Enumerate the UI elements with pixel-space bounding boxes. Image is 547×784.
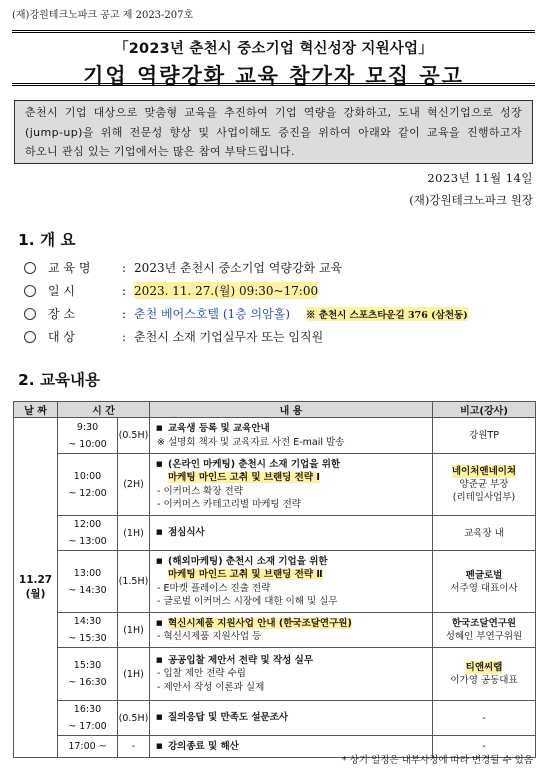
session-duration: (0.5H): [118, 418, 150, 454]
session-content: [150, 613, 433, 648]
signature: (재)강원테크노파크 원장: [409, 193, 533, 207]
table-row: [14, 648, 536, 701]
session-content: [150, 648, 433, 701]
overview-label: 일 시: [48, 284, 75, 298]
session-detail: - E마켓 플레이스 진출 전략: [157, 582, 271, 594]
overview-list: [24, 256, 468, 348]
square-bullet-icon: ■: [156, 618, 163, 627]
square-bullet-icon: ■: [156, 424, 163, 432]
session-instructor: [433, 516, 536, 551]
overview-value: 춘천 베어스호텔 (1층 의암홀): [134, 307, 291, 321]
session-duration: (1H): [118, 648, 150, 701]
square-bullet-icon: ■: [156, 556, 163, 565]
table-row: [14, 516, 536, 551]
table-header-row: [14, 402, 536, 418]
page-title: 기업 역량강화 교육 참가자 모집 공고: [83, 64, 464, 88]
session-subtitle: 마케팅 마인드 고취 및 브랜딩 전략 Ⅱ: [168, 569, 323, 580]
circle-bullet-icon: [24, 262, 36, 274]
footnote: * 상기 일정은 내부사정에 따라 변경될 수 있음: [341, 755, 533, 766]
session-time: 9:30 ~ 10:00: [58, 418, 118, 454]
overview-item-place: 장 소 : 춘천 베어스호텔 (1층 의암홀) ※ 춘천시 스포츠타운길 376 (삼천동): [24, 302, 468, 325]
session-title: 혁신시제품 지원사업 안내 (한국조달연구원): [168, 617, 352, 629]
session-detail: - 혁신시제품 지원사업 등: [157, 631, 262, 642]
session-detail: ※ 설명회 책자 및 교육자료 사전 E-mail 발송: [157, 436, 345, 448]
session-duration: (0.5H): [118, 701, 150, 736]
table-row: [14, 454, 536, 516]
header-note: 비고(강사): [433, 402, 536, 418]
session-duration: (2H): [118, 454, 150, 516]
overview-label: 대 상: [48, 330, 75, 344]
session-title: (온라인 마케팅) 춘천시 소재 기업을 위한: [168, 458, 341, 470]
section-overview-title: 1. 개 요: [18, 231, 76, 249]
header-time: 시 간: [58, 402, 150, 418]
session-detail: - 제안서 작성 이론과 실제: [157, 681, 265, 693]
session-title: 점심식사: [168, 527, 205, 539]
instructor-org: -: [482, 741, 486, 752]
instructor-org: 강원TP: [469, 430, 499, 441]
announcement-date: 2023년 11월 14일: [427, 171, 533, 185]
session-time: 14:30 ~ 15:30: [58, 613, 118, 648]
session-subtitle: 마케팅 마인드 고취 및 브랜딩 전략 Ⅰ: [168, 472, 320, 483]
session-title: 질의응답 및 만족도 설문조사: [168, 712, 289, 724]
overview-value: 2023. 11. 27.(월) 09:30~17:00: [134, 284, 319, 298]
address-note: ※ 춘천시 스포츠타운길 376 (삼천동): [306, 307, 468, 321]
session-content: [150, 701, 433, 736]
overview-item-target: 대 상 : 춘천시 소재 기업실무자 또는 임직원: [24, 325, 468, 348]
section-schedule-title: 2. 교육내용: [18, 371, 100, 389]
schedule-table: [13, 401, 536, 758]
session-instructor: [433, 701, 536, 736]
session-time: 13:00 ~ 14:30: [58, 551, 118, 613]
session-time: 12:00 ~ 13:00: [58, 516, 118, 551]
square-bullet-icon: ■: [156, 655, 163, 664]
overview-value: 2023년 춘천시 중소기업 역량강화 교육: [134, 261, 343, 275]
square-bullet-icon: ■: [156, 741, 163, 750]
overview-label: 장 소: [48, 307, 75, 321]
session-detail: - 이커머스 카테고리별 마케팅 전략: [157, 499, 301, 510]
instructor-org: 교육장 내: [464, 527, 504, 539]
square-bullet-icon: ■: [156, 713, 163, 722]
document-number: (재)강원테크노파크 공고 제 2023-207호: [12, 10, 194, 21]
square-bullet-icon: ■: [156, 459, 163, 468]
overview-value: 춘천시 소재 기업실무자 또는 임직원: [134, 330, 324, 344]
session-title: 교육생 등록 및 교육안내: [168, 423, 270, 434]
header-date: 날 짜: [14, 402, 58, 418]
instructor-name: 이가영 공동대표: [450, 675, 518, 686]
session-duration: -: [118, 736, 150, 758]
session-instructor: [433, 418, 536, 454]
session-instructor: [433, 648, 536, 701]
session-content: [150, 516, 433, 551]
session-title: 공공입찰 제안서 전략 및 작성 실무: [168, 654, 314, 666]
session-detail: - 이커머스 확장 전략: [157, 485, 243, 497]
title-line1: 「2023년 춘천시 중소기업 혁신성장 지원사업」: [114, 41, 433, 57]
instructor-name: 양준균 부장 (리테일사업부): [452, 479, 516, 503]
overview-label: 교 육 명: [48, 261, 91, 275]
session-content: [150, 418, 433, 454]
session-date: 11.27 (월): [14, 418, 58, 758]
session-instructor: [433, 551, 536, 613]
session-title: 강의종료 및 해산: [168, 740, 239, 752]
circle-bullet-icon: [24, 331, 36, 343]
instructor-org: 네이처앤네이쳐: [451, 466, 517, 477]
session-content: [150, 454, 433, 516]
session-time: 10:00 ~ 12:00: [58, 454, 118, 516]
instructor-org: 펜글로벌: [465, 569, 503, 581]
instructor-org: -: [482, 712, 486, 724]
table-row: [14, 551, 536, 613]
instructor-org: 티앤씨랩: [465, 662, 503, 673]
table-row: [14, 701, 536, 736]
instructor-name: 성혜인 부연구위원: [445, 631, 523, 642]
session-duration: (1.5H): [118, 551, 150, 613]
overview-item-course: 교 육 명 : 2023년 춘천시 중소기업 역량강화 교육: [24, 256, 468, 279]
session-detail: - 글로벌 이커머스 시장에 대한 이해 및 실무: [157, 596, 338, 607]
table-row: [14, 418, 536, 454]
circle-bullet-icon: [24, 308, 36, 320]
overview-item-datetime: 일 시 : 2023. 11. 27.(월) 09:30~17:00: [24, 279, 468, 302]
session-title: (해외마케팅) 춘천시 소재 기업을 위한: [168, 555, 328, 567]
session-instructor: [433, 613, 536, 648]
intro-box: 춘천시 기업 대상으로 맞춤형 교육을 추진하여 기업 역량을 강화하고, 도내 혁신기업으로 성장(jump-up)을 위해 전문성 향상 및 사업이해도 증진을 위하여 아래와 같이 교육을 진행하고자 하오니 관심 있는 기업에서는 많은 참여 부탁드립니다.: [14, 100, 533, 164]
session-duration: (1H): [118, 613, 150, 648]
session-duration: (1H): [118, 516, 150, 551]
session-time: 16:30 ~ 17:00: [58, 701, 118, 736]
header-content: 내 용: [150, 402, 433, 418]
title-box: [12, 30, 535, 86]
instructor-org: 한국조달연구원: [451, 618, 517, 629]
session-time: 15:30 ~ 16:30: [58, 648, 118, 701]
session-content: [150, 551, 433, 613]
circle-bullet-icon: [24, 285, 36, 297]
instructor-name: 서주영 대표이사: [450, 582, 518, 594]
session-time: 17:00 ~: [58, 736, 118, 758]
session-instructor: [433, 454, 536, 516]
table-row: [14, 613, 536, 648]
session-detail: - 입찰 제안 전략 수립: [157, 668, 246, 680]
square-bullet-icon: ■: [156, 528, 163, 537]
